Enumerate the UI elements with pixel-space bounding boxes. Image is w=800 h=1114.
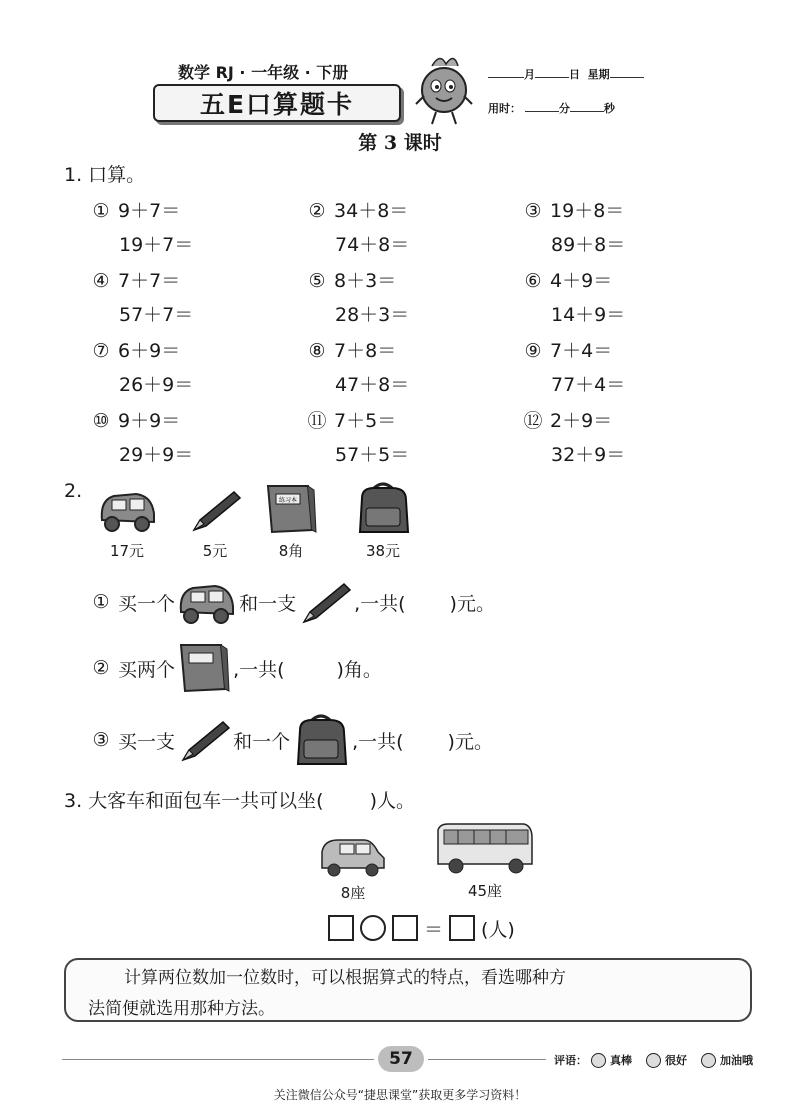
problem-expression: 7＋7＝ [118,270,181,292]
rating-label: 评语： [554,1054,587,1067]
seconds-blank[interactable] [570,101,604,112]
problem-expression: 7＋4＝ [550,340,613,362]
line1-num: ① [92,591,110,613]
line3-text-c: ,一共( [352,730,404,753]
time-fields [488,100,615,116]
lesson-title: 第 3 课时 [358,132,442,154]
backpack-icon [352,480,414,536]
q1-problem [306,266,396,293]
problem-expression: 19＋8＝ [550,200,625,222]
notebook-icon [175,641,233,695]
item-notebook [262,482,320,561]
equation-box-result[interactable] [449,915,475,941]
equation-box-1[interactable] [328,915,354,941]
card-title: 五E口算题卡 [153,84,401,122]
problem-expression: 6＋9＝ [118,340,181,362]
q1-problem [522,336,612,363]
q1-problem-followup: 89＋8＝ [551,234,626,256]
line1-text-b: 和一支 [239,592,297,615]
great-face-icon[interactable] [591,1053,606,1068]
problem-expression: 8＋3＝ [334,270,397,292]
line2-text-a: 买两个 [118,658,176,681]
tip-line-1: 计算两位数加一位数时，可以根据算式的特点，看选哪种方 [124,968,566,988]
line1-text-a: 买一个 [118,592,176,615]
footer-note: 关注微信公众号“捷思课堂”获取更多学习资料！ [273,1088,527,1102]
line1-text-c: ,一共( [354,592,406,615]
q1-problem-followup: 26＋9＝ [119,374,194,396]
rating-row [554,1052,753,1068]
equation-operator-circle[interactable] [360,915,386,941]
pen-icon [175,716,233,764]
footer-rule-left [62,1059,374,1060]
tip-line-2: 法简便就选用那种方法。 [88,999,275,1019]
problem-expression: 9＋7＝ [118,200,181,222]
problem-number: ② [308,200,326,222]
problem-number: ③ [524,200,542,222]
rating-great: 真棒 [610,1054,632,1067]
q2-line-1 [90,575,495,629]
bus-icon [434,818,536,876]
seconds-label: 秒 [603,102,615,115]
backpack-price: 38元 [365,542,401,560]
q1-problem [90,196,180,223]
equals-sign: ＝ [424,918,444,941]
good-face-icon[interactable] [646,1053,661,1068]
day-blank[interactable] [535,67,569,78]
q2-title: 2. [64,480,83,502]
line2-text-b: ,一共( [233,658,285,681]
q1-problem [522,196,624,223]
q1-problem-followup: 57＋7＝ [119,304,194,326]
notebook-cover-text: 练习本 [278,497,298,504]
problem-number: ⑪ [307,410,327,432]
q3-title-text: 3. 大客车和面包车一共可以坐( [64,789,324,812]
q1-problem [306,406,396,433]
q1-problem [522,406,612,433]
q1-problem-followup: 29＋9＝ [119,444,194,466]
minutes-label: 分 [558,102,570,115]
mascot-icon [410,52,478,128]
toy-car-icon [96,486,160,536]
equation-box-2[interactable] [392,915,418,941]
rating-try-harder: 加油哦 [720,1054,753,1067]
backpack-icon [290,712,352,768]
time-label: 用时： [488,102,521,115]
toy-car-icon [175,578,239,626]
q3-equation [328,913,515,943]
problem-expression: 7＋8＝ [334,340,397,362]
page-number: 57 [378,1046,424,1072]
problem-expression: 2＋9＝ [550,410,613,432]
problem-number: ⑫ [523,410,543,432]
subject-label: 数学 RJ · 一年级 · 下册 [178,63,349,82]
pen-icon [296,578,354,626]
rating-good: 很好 [665,1054,687,1067]
item-van [318,834,388,903]
q1-problem-followup: 14＋9＝ [551,304,626,326]
item-backpack [350,480,416,561]
problem-expression: 34＋8＝ [334,200,409,222]
q1-problem-followup: 32＋9＝ [551,444,626,466]
q1-problem-followup: 28＋3＝ [335,304,410,326]
notebook-icon [262,482,320,536]
bus-seats: 45座 [467,882,503,900]
problem-expression: 7＋5＝ [334,410,397,432]
line2-text-c: )角。 [336,658,382,681]
problem-number: ⑩ [92,410,110,432]
problem-expression: 9＋9＝ [118,410,181,432]
line3-text-a: 买一支 [118,730,176,753]
item-car [95,486,161,561]
line3-text-d: )元。 [447,730,493,753]
problem-expression: 4＋9＝ [550,270,613,292]
day-label: 日 [569,68,580,81]
q1-problem [90,406,180,433]
line3-num: ③ [92,729,110,751]
tip-box [64,958,752,1022]
line2-num: ② [92,657,110,679]
pen-icon [186,486,244,536]
q1-problem-followup: 47＋8＝ [335,374,410,396]
problem-number: ⑤ [308,270,326,292]
footer-rule-right [428,1059,546,1060]
pen-price: 5元 [202,542,228,560]
q1-problem [306,336,396,363]
problem-number: ④ [92,270,110,292]
weekday-label: 星期 [587,68,610,81]
line3-text-b: 和一个 [233,730,291,753]
problem-number: ⑥ [524,270,542,292]
van-icon [318,834,388,878]
line1-text-d: )元。 [449,592,495,615]
q3-title-end: )人。 [369,789,416,812]
q1-problem [90,266,180,293]
car-price: 17元 [109,542,145,560]
problem-number: ⑨ [524,340,542,362]
problem-number: ⑦ [92,340,110,362]
problem-number: ① [92,200,110,222]
q1-problem [306,196,408,223]
q1-problem [522,266,612,293]
q1-title: 1. 口算。 [64,164,146,186]
van-seats: 8座 [340,884,366,902]
problem-number: ⑧ [308,340,326,362]
q1-problem [90,336,180,363]
notebook-price: 8角 [278,542,304,560]
q1-problem-followup: 74＋8＝ [335,234,410,256]
q2-line-3 [90,710,493,770]
minutes-blank[interactable] [525,101,559,112]
q2-line-2 [90,640,382,696]
q1-problem-followup: 19＋7＝ [119,234,194,256]
item-bus [434,818,536,901]
weekday-blank[interactable] [610,67,644,78]
item-pen [186,486,244,561]
month-label: 月 [524,68,535,81]
equation-unit: (人) [481,918,515,941]
q3-title [64,786,415,812]
q1-problem-followup: 77＋4＝ [551,374,626,396]
q1-problem-followup: 57＋5＝ [335,444,410,466]
date-fields [488,66,644,82]
month-blank[interactable] [488,67,524,78]
try-harder-face-icon[interactable] [701,1053,716,1068]
